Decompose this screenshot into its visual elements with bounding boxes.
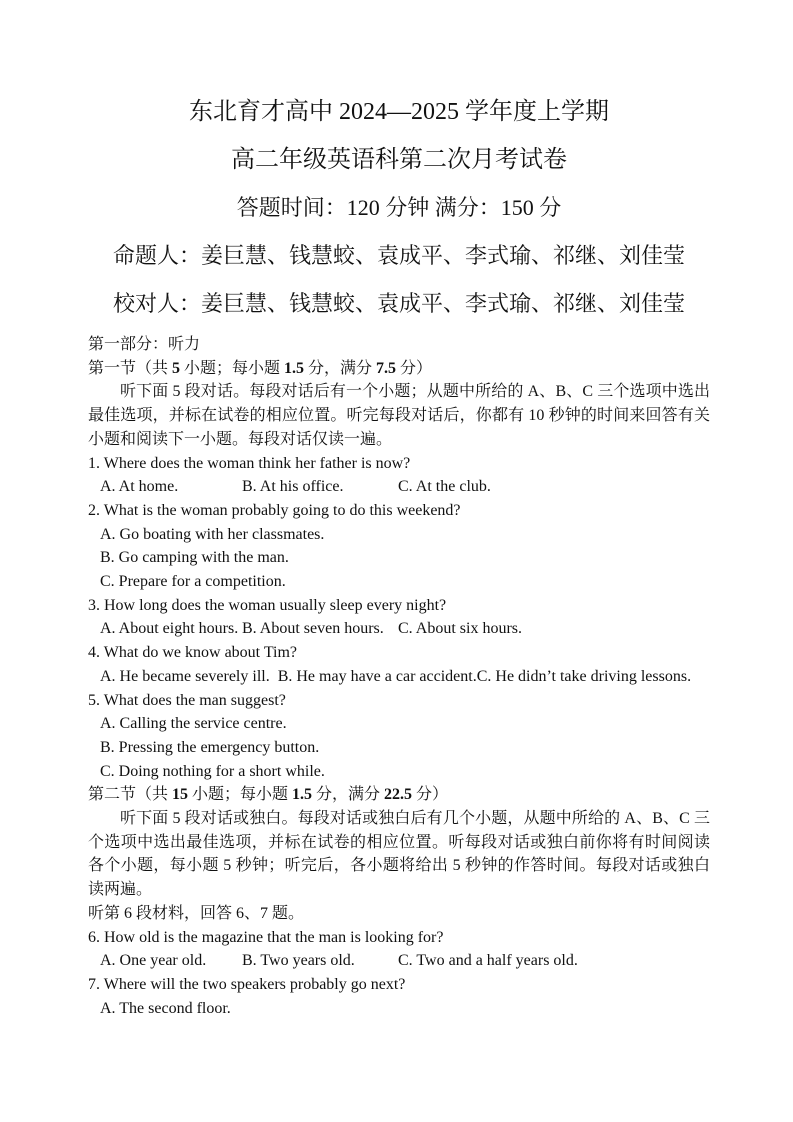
- question-4: 4. What do we know about Tim?: [88, 644, 298, 662]
- exam-title-line1: 东北育才高中 2024—2025 学年度上学期: [189, 99, 609, 125]
- section2-heading: [88, 783, 710, 807]
- question-1-option-b: B. At his office.: [242, 478, 344, 496]
- question-5-option-c: C. Doing nothing for a short while.: [100, 762, 325, 780]
- question-3-option-c: C. About six hours.: [398, 620, 523, 638]
- section1-instructions: 听下面 5 段对话。每段对话后有一个小题；从题中所给的 A、B、C 三个选项中选出最佳选项，并标在试卷的相应位置。听完每段对话后，你都有 10 秒钟的时间来回答有关小题和阅读下一小题。每段对话仅读一遍。: [88, 383, 710, 448]
- part1-heading: 第一部分：听力: [88, 336, 201, 353]
- heading-text: 分，满分: [304, 359, 377, 377]
- exam-proofreaders-line: 校对人：姜巨慧、钱慧蛟、袁成平、李式瑜、祁继、刘佳莹: [112, 291, 685, 316]
- section2-material-note: 听第 6 段材料，回答 6、7 题。: [88, 904, 305, 922]
- exam-body: [88, 333, 710, 1020]
- exam-title-line2: 高二年级英语科第二次月考试卷: [231, 147, 567, 173]
- score-number: 1.5: [292, 786, 313, 804]
- question-6-option-b: B. Two years old.: [242, 952, 355, 970]
- question-7: 7. Where will the two speakers probably go next?: [88, 975, 406, 993]
- question-3-options: [88, 617, 710, 641]
- question-6-option-c: C. Two and a half years old.: [398, 952, 578, 970]
- section1-heading: [88, 357, 710, 381]
- heading-text: 分，满分: [312, 786, 385, 804]
- heading-text: 小题；每小题: [180, 359, 285, 377]
- score-number: 15: [172, 786, 189, 804]
- question-3-option-b: B. About seven hours.: [242, 620, 384, 638]
- heading-text: 第一节（共: [88, 359, 173, 377]
- score-number: 7.5: [376, 359, 397, 377]
- exam-header: [88, 88, 710, 328]
- question-6-option-a: A. One year old.: [100, 952, 207, 970]
- listening-section-2: [88, 783, 710, 1020]
- question-2-option-a: A. Go boating with her classmates.: [100, 525, 325, 543]
- question-2-option-c: C. Prepare for a competition.: [100, 573, 286, 591]
- section2-instructions: 听下面 5 段对话或独白。每段对话或独白后有几个小题，从题中所给的 A、B、C 三个选项中选出最佳选项，并标在试卷的相应位置。听每段对话或独白前你将有时间阅读各个小题，每小题 5 秒钟；听完后，各小题将给出 5 秒钟的作答时间。每段对话或独白读两遍。: [88, 810, 710, 899]
- exam-setters-line: 命题人：姜巨慧、钱慧蛟、袁成平、李式瑜、祁继、刘佳莹: [112, 243, 685, 268]
- question-4-options: A. He became severely ill. B. He may have a car accident.C. He didn’t take driving lessons.: [100, 667, 692, 685]
- heading-text: 分）: [412, 786, 449, 804]
- score-number: 1.5: [284, 359, 305, 377]
- question-2-option-b: B. Go camping with the man.: [100, 549, 289, 567]
- question-6-options: [88, 949, 710, 973]
- question-6: 6. How old is the magazine that the man is looking for?: [88, 928, 444, 946]
- question-5-option-a: A. Calling the service centre.: [100, 715, 287, 733]
- question-1-options: [88, 475, 710, 499]
- question-3-option-a: A. About eight hours.: [100, 620, 239, 638]
- question-5-option-b: B. Pressing the emergency button.: [100, 738, 320, 756]
- question-1-option-a: A. At home.: [100, 478, 179, 496]
- exam-meta-line: 答题时间：120 分钟 满分：150 分: [236, 195, 562, 220]
- question-1-option-c: C. At the club.: [398, 478, 491, 496]
- score-number: 5: [172, 359, 181, 377]
- heading-text: 分）: [396, 359, 433, 377]
- listening-section-1: [88, 357, 710, 784]
- question-7-option-a: A. The second floor.: [100, 999, 231, 1017]
- question-3: 3. How long does the woman usually sleep every night?: [88, 596, 447, 614]
- score-number: 22.5: [384, 786, 413, 804]
- question-5: 5. What does the man suggest?: [88, 691, 286, 709]
- heading-text: 小题；每小题: [188, 786, 293, 804]
- heading-text: 第二节（共: [88, 786, 173, 804]
- question-1: 1. Where does the woman think her father is now?: [88, 454, 411, 472]
- question-2: 2. What is the woman probably going to do this weekend?: [88, 501, 461, 519]
